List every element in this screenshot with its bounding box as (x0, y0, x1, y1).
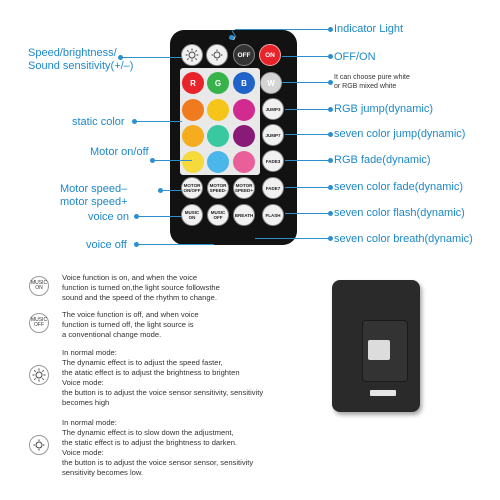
color-mint-button[interactable] (207, 99, 229, 121)
motor-speed-up-button[interactable] (233, 177, 255, 199)
callout-dot (328, 54, 333, 59)
jump3-label: JUMP3 (265, 106, 281, 112)
callout-dot (328, 236, 333, 241)
color-cyan-button[interactable] (233, 99, 255, 121)
sun-minus-icon (29, 435, 49, 455)
motor-speed-down-button[interactable] (207, 177, 229, 199)
sun-plus-icon (185, 48, 199, 62)
on-label: ON (265, 51, 275, 59)
off-on-label: OFF/ON (334, 51, 376, 63)
remote-back (332, 280, 420, 412)
battery-label (368, 340, 390, 360)
flash-line (285, 213, 330, 214)
color-teal-button[interactable] (207, 151, 229, 173)
callout-dot (328, 80, 333, 85)
callout-dot (158, 188, 163, 193)
music-off-description: The voice function is off, and when voice function is turned off, the light source is a conventional change mode. (62, 310, 199, 339)
callout-dot (328, 211, 333, 216)
color-amber-button[interactable] (182, 125, 204, 147)
speed-down-description: In normal mode: The dynamic effect is to slow down the adjustment, the static effect is to adjust the brightness to darken. Voice mode: the button is to adjust the voice sensor sensor, sensitivity sensitivity becomes low. (62, 418, 254, 477)
motor-onoff-callout: Motor on/off (90, 146, 149, 158)
jump3-line (285, 109, 330, 110)
breath-label: BREATH (234, 212, 254, 218)
jump3-button[interactable] (262, 98, 284, 120)
jump7-label: JUMP7 (265, 132, 281, 138)
color-yellow-button[interactable] (182, 151, 204, 173)
fade7-button[interactable] (262, 177, 284, 199)
motor-speed-plus-label: motor speed+ (60, 196, 128, 208)
seven-breath-label: seven color breath(dynamic) (334, 233, 473, 245)
indicator-line (235, 29, 330, 30)
color-sky-button[interactable] (207, 125, 229, 147)
sound-sensitivity-label: Sound sensitivity(+/–) (28, 60, 134, 72)
color-pink-button[interactable] (233, 151, 255, 173)
seven-jump-label: seven color jump(dynamic) (334, 128, 466, 140)
color-purple-button[interactable] (233, 125, 255, 147)
fade3-label: FADE3 (265, 158, 281, 164)
music-on-description: Voice function is on, and when the voice function is turned on,the light source followsthe sound and the speed of the rhythm to change. (62, 273, 220, 302)
voice-off-line (136, 244, 214, 245)
music-off-label: MUSIC OFF (210, 210, 226, 220)
rgb-fade-label: RGB fade(dynamic) (334, 154, 431, 166)
white-note-1: It can choose pure white (334, 74, 410, 81)
static-line (134, 121, 182, 122)
music-on-icon: MUSIC ON (29, 276, 49, 296)
callout-dot (328, 107, 333, 112)
sun-minus-icon (210, 48, 224, 62)
seven-fade-label: seven color fade(dynamic) (334, 181, 464, 193)
blue-label: B (241, 78, 247, 88)
callout-dot (328, 158, 333, 163)
flash-label: FLASH (265, 212, 281, 218)
fade3-line (285, 160, 330, 161)
seven-flash-label: seven color flash(dynamic) (334, 207, 465, 219)
red-button[interactable] (182, 72, 204, 94)
sun-plus-icon (29, 365, 49, 385)
motor-speed-down-label: MOTOR SPEED- (209, 183, 227, 193)
music-on-button[interactable] (181, 204, 203, 226)
offon-line (282, 56, 330, 57)
motor-speed-up-label: MOTOR SPEED+ (235, 183, 253, 193)
voice-on-line (136, 216, 182, 217)
music-off-icon: MUSIC OFF (29, 313, 49, 333)
callout-dot (328, 27, 333, 32)
callout-dot (150, 158, 155, 163)
white-button[interactable] (260, 72, 282, 94)
motor-speed-minus-label: Motor speed– (60, 183, 128, 195)
rgb-jump-label: RGB jump(dynamic) (334, 103, 434, 115)
breath-line (255, 238, 330, 239)
speed-up-description: In normal mode: The dynamic effect is to adjust the speed faster, the atatic effect is to adjust the brightness to brighten Voice mode: the button is to adjust the voice sensor sensitivity, sensitivity becomes high (62, 348, 264, 407)
speed-line (120, 57, 182, 58)
brightness-down-button[interactable] (206, 44, 228, 66)
motor-speed-line (160, 190, 182, 191)
white-note-2: or RGB mixed white (334, 83, 397, 90)
callout-dot (134, 242, 139, 247)
jump7-button[interactable] (262, 124, 284, 146)
voice-on-label: voice on (88, 211, 129, 223)
green-button[interactable] (207, 72, 229, 94)
flash-button[interactable] (262, 204, 284, 226)
breath-button[interactable] (233, 204, 255, 226)
speed-brightness-label: Speed/brightness/ (28, 47, 117, 59)
callout-dot (134, 214, 139, 219)
callout-dot (328, 185, 333, 190)
music-on-label: MUSIC ON (184, 210, 200, 220)
motor-onoff-button[interactable] (181, 177, 203, 199)
battery-tab (370, 390, 396, 396)
blue-button[interactable] (233, 72, 255, 94)
off-label: OFF (237, 51, 251, 59)
off-button[interactable] (233, 44, 255, 66)
music-off-button[interactable] (207, 204, 229, 226)
static-color-label: static color (72, 116, 125, 128)
motor-onoff-label: MOTOR ON/OFF (183, 183, 201, 193)
motor-onoff-line (152, 160, 192, 161)
white-line (282, 82, 330, 83)
voice-off-label: voice off (86, 239, 127, 251)
brightness-up-button[interactable] (181, 44, 203, 66)
fade7-line (285, 187, 330, 188)
indicator-dot (229, 35, 234, 40)
on-button[interactable] (259, 44, 281, 66)
fade3-button[interactable] (262, 150, 284, 172)
fade7-label: FADE7 (265, 185, 281, 191)
callout-dot (132, 119, 137, 124)
callout-dot (328, 132, 333, 137)
green-label: G (214, 78, 222, 88)
white-label: W (267, 78, 275, 88)
red-label: R (190, 78, 196, 88)
color-orange-button[interactable] (182, 99, 204, 121)
jump7-line (285, 134, 330, 135)
indicator-light-label: Indicator Light (334, 23, 404, 35)
